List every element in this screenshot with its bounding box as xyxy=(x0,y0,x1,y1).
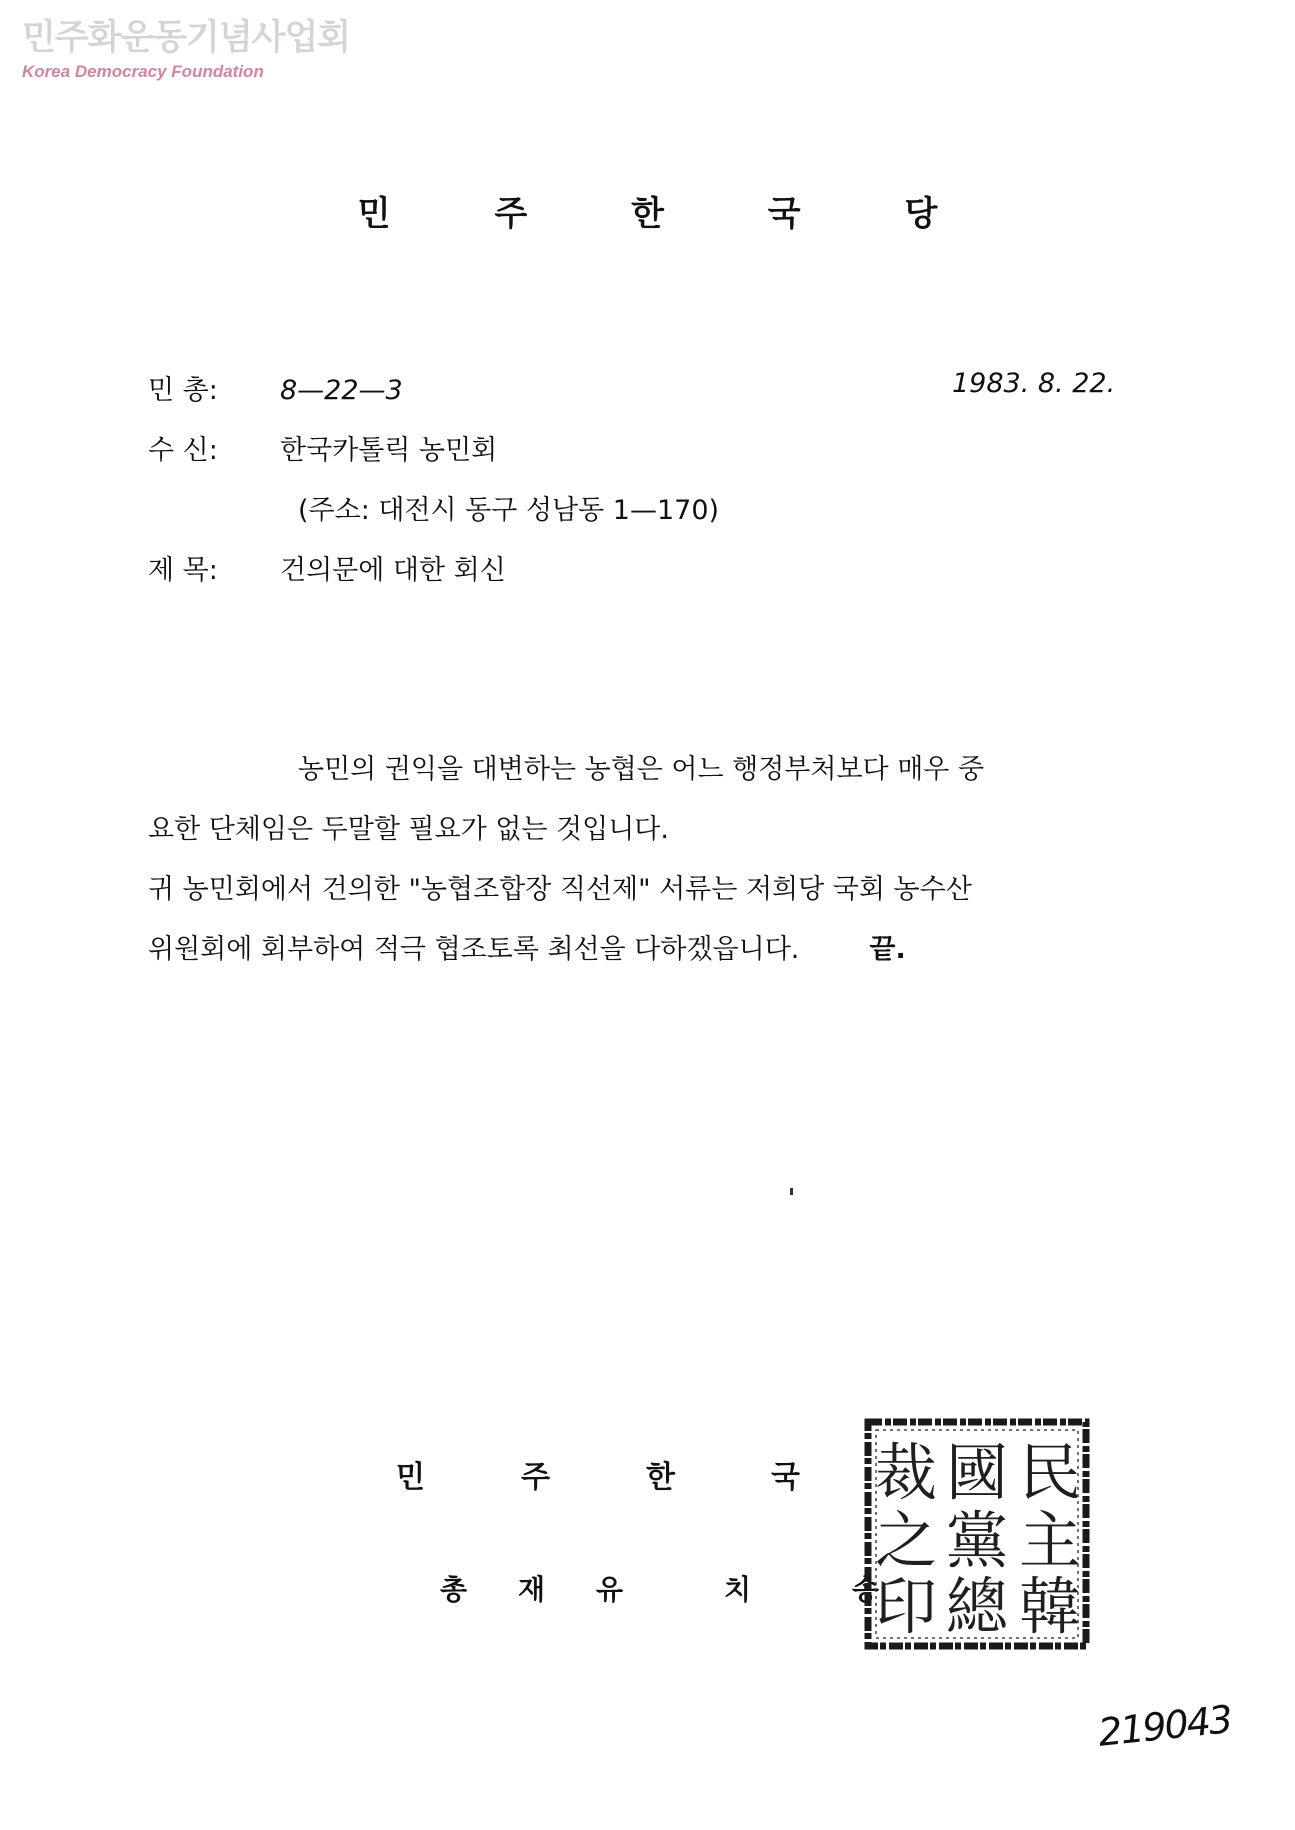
scan-speck xyxy=(790,1188,793,1195)
seal-char: 民 xyxy=(1018,1436,1082,1509)
seal-char: 之 xyxy=(874,1504,938,1577)
doc-number-value: 8—22—3 xyxy=(280,375,403,406)
watermark-korean: 민주화운동기념사업회 xyxy=(22,18,351,58)
letter-body xyxy=(148,740,1148,980)
letterhead-party-name xyxy=(0,186,1295,235)
official-seal-stamp xyxy=(862,1416,1092,1652)
subject-label: 제 목: xyxy=(148,555,218,586)
recipient-row xyxy=(148,428,497,467)
watermark-english: Korea Democracy Foundation xyxy=(22,62,264,81)
end-mark: 끝. xyxy=(869,934,906,965)
doc-date: 1983. 8. 22. xyxy=(952,368,1116,399)
letterhead-char: 주 xyxy=(494,194,528,234)
signature-org-char: 국 xyxy=(771,1460,800,1495)
letterhead-char: 민 xyxy=(357,194,391,234)
doc-number-row xyxy=(148,368,403,407)
seal-char: 總 xyxy=(945,1570,1009,1643)
signature-org-char: 한 xyxy=(646,1460,675,1495)
subject-row xyxy=(148,548,506,587)
letterhead-char: 당 xyxy=(904,194,938,234)
signature-name-char: 유 xyxy=(596,1573,624,1606)
signature-name-char: 재 xyxy=(518,1573,546,1606)
seal-char: 裁 xyxy=(874,1436,938,1509)
body-line-last xyxy=(148,920,1148,980)
seal-char: 國 xyxy=(945,1436,1009,1509)
body-line: 위원회에 회부하여 적극 협조토록 최선을 다하겠읍니다. xyxy=(148,934,800,965)
recipient-value: 한국카톨릭 농민회 xyxy=(280,435,498,466)
recipient-label: 수 신: xyxy=(148,435,218,466)
body-line: 농민의 권익을 대변하는 농협은 어느 행정부처보다 매우 중 xyxy=(298,754,985,785)
signature-name-char: 치 xyxy=(724,1573,752,1606)
subject-value: 건의문에 대한 회신 xyxy=(280,555,506,586)
signature-name xyxy=(440,1568,930,1608)
letterhead-char: 한 xyxy=(631,194,664,234)
handwritten-archive-number: 219043 xyxy=(1096,1697,1233,1755)
doc-number-label: 민 총: xyxy=(148,375,218,406)
signature-name-char: 총 xyxy=(440,1573,468,1606)
seal-char: 韓 xyxy=(1018,1570,1082,1643)
watermark xyxy=(22,18,350,82)
seal-char: 黨 xyxy=(945,1504,1009,1577)
recipient-address: (주소: 대전시 동구 성남동 1—170) xyxy=(298,495,720,526)
letterhead-char: 국 xyxy=(767,194,801,234)
seal-char: 主 xyxy=(1018,1504,1082,1577)
body-line: 요한 단체임은 두말할 필요가 없는 것입니다. xyxy=(148,814,669,845)
seal-char: 印 xyxy=(874,1570,938,1643)
signature-name-char: 송 xyxy=(852,1573,880,1606)
signature-org xyxy=(396,1452,896,1496)
signature-org-char: 주 xyxy=(521,1460,550,1495)
signature-org-char: 민 xyxy=(396,1460,425,1495)
body-line: 귀 농민회에서 건의한 "농협조합장 직선제" 서류는 저희당 국회 농수산 xyxy=(148,874,972,905)
